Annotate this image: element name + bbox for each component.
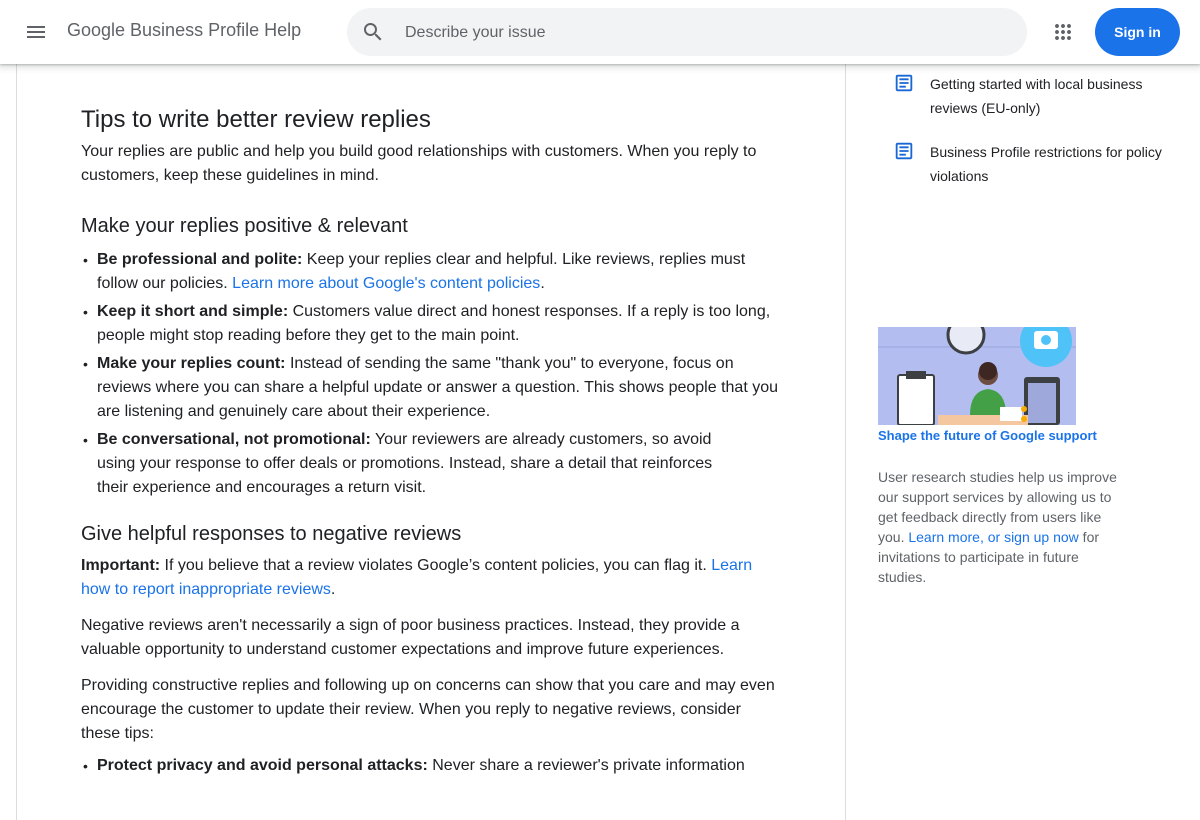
promo-title-link[interactable]: Shape the future of Google support [878, 428, 1097, 443]
heading-positive-relevant: Make your replies positive & relevant [81, 215, 408, 237]
related-article-eu-reviews[interactable]: Getting started with local business reviews (EU-only) [893, 72, 1183, 120]
heading-negative-reviews: Give helpful responses to negative reviews [81, 523, 462, 545]
article-card [16, 0, 846, 820]
research-signup-link[interactable]: Learn more, or sign up now [908, 529, 1079, 545]
top-app-bar [0, 0, 1200, 64]
search-input[interactable] [403, 20, 1007, 46]
hamburger-menu-icon [24, 20, 48, 44]
negative-paragraph-2: Providing constructive replies and following up on concerns can show that you care and may even encourage the customer to update their review. When you reply to negative reviews, consider these tips: [81, 677, 775, 742]
search-icon[interactable] [361, 20, 385, 44]
content-policies-link[interactable]: Learn more about Google's content policies [232, 275, 541, 292]
important-note: Important: If you believe that a review violates Google’s content policies, you can flag it. Learn how to report inappropriate reviews. [81, 557, 753, 598]
research-illustration[interactable] [878, 327, 1076, 425]
related-article-restrictions[interactable]: Business Profile restrictions for policy violations [893, 140, 1183, 188]
search-bar[interactable] [347, 8, 1027, 56]
article-icon [893, 140, 915, 162]
app-title[interactable]: Google Business Profile Help [67, 20, 302, 40]
tips-paragraph: Your replies are public and help you build good relationships with customers. When you reply to customers, keep these guidelines in mind. [81, 143, 757, 184]
heading-tips: Tips to write better review replies [81, 106, 431, 133]
sign-in-button[interactable]: Sign in [1095, 8, 1180, 56]
positive-tips-list [81, 248, 781, 500]
list-item: • Be professional and polite: Keep your replies clear and helpful. Like reviews, replies must follow our policies. Learn more about Google's content policies. [81, 248, 781, 296]
list-item: • Be conversational, not promotional: Your reviewers are already customers, so avoid using your response to offer deals or promotions. Instead, share a detail that reinforces their experience and encourages a return visit. [81, 428, 781, 500]
article-body [81, 44, 781, 782]
article-icon [893, 72, 915, 94]
list-item: • Protect privacy and avoid personal attacks: Never share a reviewer's private information [81, 754, 781, 778]
research-promo [878, 327, 1128, 587]
negative-paragraph-1: Negative reviews aren't necessarily a sign of poor business practices. Instead, they provide a valuable opportunity to understand customer expectations and improve future experiences. [81, 617, 740, 658]
list-item: • Make your replies count: Instead of sending the same "thank you" to everyone, focus on reviews where you can share a helpful update or answer a question. This shows people that you are listening and genuinely care about their experience. [81, 352, 781, 424]
promo-text: User research studies help us improve our support services by allowing us to get feedback directly from users like you. Learn more, or sign up now for invitations to participate in future studies. [878, 469, 1117, 585]
negative-tips-list [81, 754, 781, 778]
apps-grid-icon[interactable] [1051, 20, 1075, 44]
main-menu-button[interactable] [16, 12, 56, 52]
report-reviews-link[interactable]: Learn how to report inappropriate reviews [81, 557, 753, 598]
related-articles [893, 72, 1183, 208]
list-item: • Keep it short and simple: Customers value direct and honest responses. If a reply is too long, people might stop reading before they get to the main point. [81, 300, 781, 348]
